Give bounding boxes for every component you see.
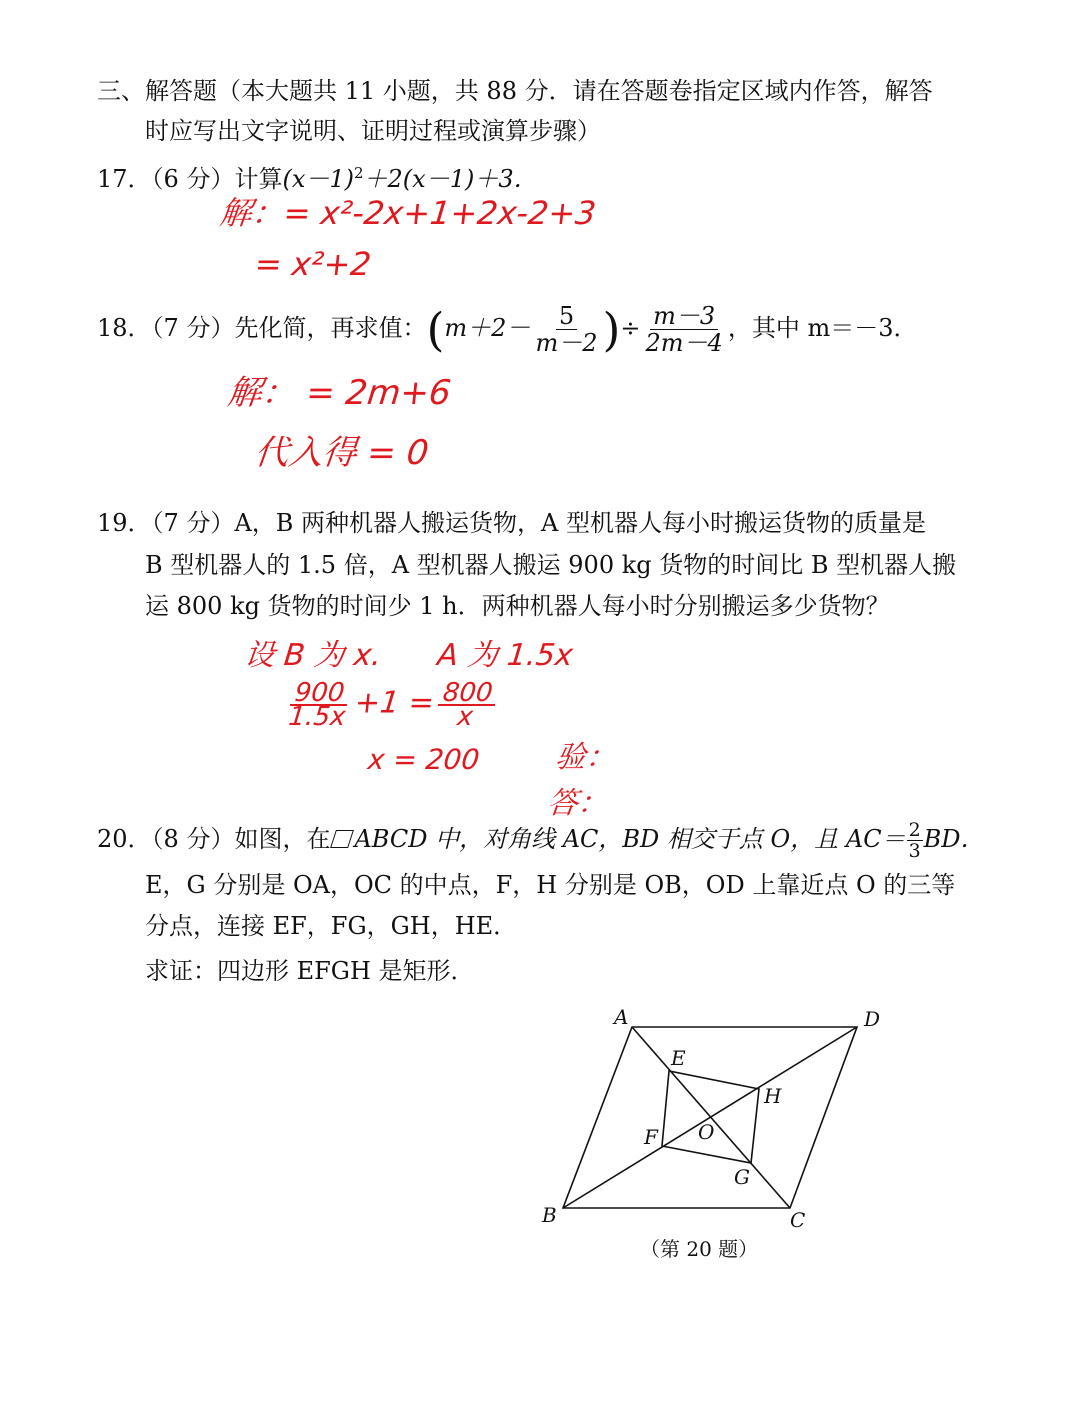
q18-left-paren: (	[426, 302, 445, 357]
q19-number: 19．	[97, 509, 152, 537]
parallelogram-symbol	[331, 830, 355, 848]
label-b: B	[542, 1203, 557, 1227]
q18-prompt: 先化简，再求值：	[234, 314, 427, 342]
label-f: F	[644, 1125, 658, 1149]
q20-ratio-num: 2	[908, 819, 921, 841]
label-a: A	[614, 1005, 629, 1029]
q19-eq-num1: 900	[289, 682, 349, 706]
q18-handwritten-line1: 解： = 2m+6	[225, 373, 453, 413]
q19-eq-mid: +1 =	[353, 685, 436, 721]
q20-line1-c: BD．	[923, 825, 985, 853]
q17-prompt: 计算	[234, 165, 283, 193]
q19-handwritten-set2: A 为 1.5x	[435, 638, 575, 673]
q20-line1-a: （8 分）如图，在	[151, 825, 331, 853]
q20-ratio-den: 3	[908, 840, 921, 862]
q17-expr-exp: 2	[353, 164, 364, 182]
question-20-line3: 分点，连接 EF，FG，GH，HE．	[145, 912, 518, 940]
q18-frac2-den: 2m－4	[645, 329, 723, 357]
label-g: G	[734, 1165, 750, 1189]
q19-handwritten-answer: 答：	[545, 786, 610, 821]
q18-number: 18．	[97, 314, 152, 342]
q18-suffix: ，其中 m＝－3．	[727, 314, 918, 342]
diagonal-bd	[563, 1027, 857, 1208]
q18-frac2-num: m－3	[650, 303, 718, 330]
q19-eq-den1: 1.5x	[287, 702, 348, 732]
question-20-line4: 求证：四边形 EFGH 是矩形．	[145, 957, 475, 985]
label-c: C	[790, 1208, 806, 1230]
label-e: E	[671, 1046, 686, 1070]
q19-eq-den2: x	[455, 702, 475, 732]
label-h: H	[764, 1084, 782, 1108]
q18-points: （7 分）	[151, 314, 235, 342]
q19-line1: （7 分）A，B 两种机器人搬运货物，A 型机器人每小时搬运货物的质量是	[151, 509, 927, 537]
q20-number: 20．	[97, 825, 152, 853]
q19-eq-frac2	[435, 678, 497, 732]
q18-frac2	[643, 303, 726, 356]
q19-handwritten-solution: x = 200	[366, 743, 482, 776]
question-20-line2: E，G 分别是 OA，OC 的中点，F，H 分别是 OB，OD 上靠近点 O 的三等	[145, 871, 956, 899]
q19-handwritten-check: 验：	[553, 740, 618, 775]
q18-frac1-den: m－2	[535, 329, 598, 357]
q17-number: 17．	[97, 165, 152, 193]
q17-handwritten-line1: 解：= x²-2x+1+2x-2+3	[217, 194, 598, 232]
q20-line1-b: ABCD 中，对角线 AC，BD 相交于点 O，且 AC＝	[354, 825, 906, 853]
q18-divide: ÷	[620, 314, 641, 342]
q19-eq-frac1	[284, 678, 354, 732]
q17-points: （6 分）	[151, 165, 235, 193]
q17-expr-a: (x－1)	[282, 165, 354, 193]
q17-handwritten-line2: = x²+2	[253, 245, 373, 283]
q19-handwritten-equation	[280, 678, 502, 732]
q19-handwritten-set: 设 B 为 x.	[242, 638, 383, 673]
question-19-line2: B 型机器人的 1.5 倍，A 型机器人搬运 900 kg 货物的时间比 B 型机器人搬	[145, 551, 957, 579]
label-o: O	[698, 1120, 715, 1144]
question-19-line1	[97, 508, 926, 538]
question-20-line1	[97, 815, 985, 863]
q17-expr-b: ＋2(x－1)＋3．	[363, 165, 538, 193]
label-d: D	[864, 1007, 881, 1031]
q19-eq-num2: 800	[438, 682, 498, 706]
q20-ratio	[907, 820, 923, 861]
parallelogram-figure	[530, 1000, 910, 1230]
question-19-line3: 运 800 kg 货物的时间少 1 h．两种机器人每小时分别搬运多少货物？	[145, 592, 890, 620]
q18-frac1-num: 5	[556, 303, 577, 330]
section-header-line2: 时应写出文字说明、证明过程或演算步骤）	[145, 117, 601, 145]
figure-caption: （第 20 题）	[640, 1237, 759, 1261]
q18-handwritten-line2: 代入得 = 0	[252, 433, 431, 473]
q18-right-paren: )	[602, 302, 621, 357]
question-18	[97, 296, 917, 360]
section-header-line1: 三、解答题（本大题共 11 小题，共 88 分．请在答题卷指定区域内作答，解答	[97, 77, 933, 105]
q18-frac1	[532, 303, 600, 356]
q18-term1: m＋2－	[444, 314, 531, 342]
